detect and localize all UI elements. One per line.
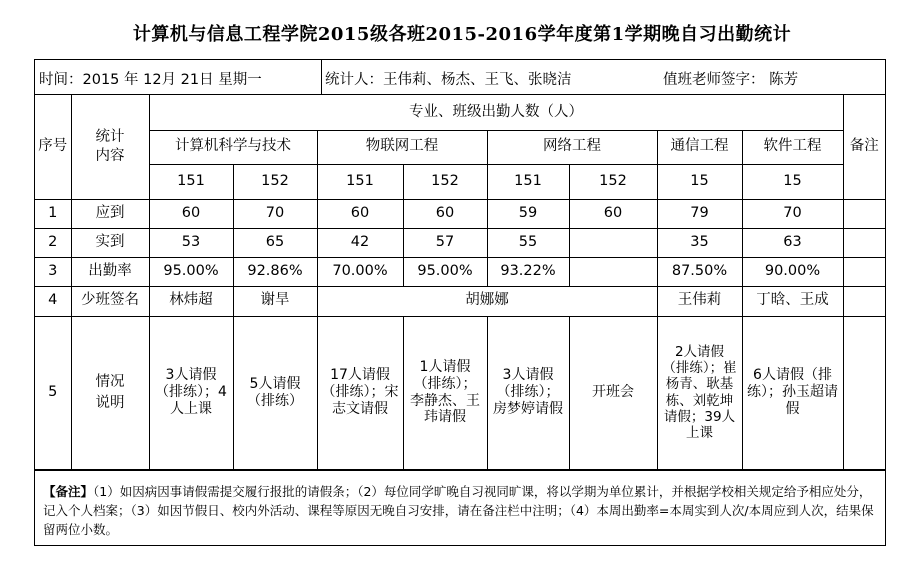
row-label: 出勤率: [71, 257, 149, 286]
table-row: [35, 316, 885, 469]
row-label: 少班签名: [71, 286, 149, 316]
page-title: 计算机与信息工程学院2015级各班2015-2016学年度第1学期晚自习出勤统计: [132, 24, 792, 45]
footer-label: 【备注】: [43, 484, 94, 499]
data-cell: 70: [233, 199, 317, 228]
data-cell: 65: [233, 228, 317, 257]
note-cell: 6人请假（排练）；孙玉超请假: [742, 316, 843, 469]
footer-notes: [35, 470, 885, 546]
stats-person-label: 统计人：王伟莉、杨杰、王飞、张晓洁: [325, 72, 572, 88]
class-header: 152: [403, 164, 487, 199]
header-stat-content-text: 统计内容: [95, 128, 125, 164]
note-cell: 3人请假（排练）；4人上课: [149, 316, 233, 469]
remark-cell: [843, 199, 885, 228]
attendance-sheet: [34, 59, 886, 546]
major-header: 通信工程: [657, 130, 742, 164]
data-cell: 59: [487, 199, 569, 228]
header-seq: 序号: [35, 95, 71, 199]
data-cell: [569, 228, 657, 257]
data-cell: 90.00%: [742, 257, 843, 286]
table-row: [35, 228, 885, 257]
major-header: 网络工程: [487, 130, 657, 164]
remark-cell: [843, 316, 885, 469]
table-row: [35, 199, 885, 228]
attendance-table: [35, 95, 885, 470]
info-divider: [321, 60, 322, 94]
table-row: [35, 257, 885, 286]
row-seq: 2: [35, 228, 71, 257]
class-header: 152: [569, 164, 657, 199]
row-label: 应到: [71, 199, 149, 228]
signature-cell: 林炜超: [149, 286, 233, 316]
data-cell: 60: [569, 199, 657, 228]
signature-cell: 丁晗、王成: [742, 286, 843, 316]
data-cell: 55: [487, 228, 569, 257]
remark-cell: [843, 286, 885, 316]
data-cell: 53: [149, 228, 233, 257]
data-cell: 60: [317, 199, 403, 228]
data-cell: 93.22%: [487, 257, 569, 286]
major-header: 计算机科学与技术: [149, 130, 317, 164]
row-seq: 4: [35, 286, 71, 316]
header-stat-content: [71, 95, 149, 199]
data-cell: 60: [403, 199, 487, 228]
class-header: 15: [742, 164, 843, 199]
remark-cell: [843, 257, 885, 286]
note-cell: 5人请假（排练）: [233, 316, 317, 469]
signature-cell: 胡娜娜: [317, 286, 657, 316]
header-remark: 备注: [843, 95, 885, 199]
class-header: 151: [487, 164, 569, 199]
class-header: 151: [149, 164, 233, 199]
row-label: 实到: [71, 228, 149, 257]
row-seq: 3: [35, 257, 71, 286]
teacher-sign-label: 值班老师签字： 陈芳: [663, 72, 799, 88]
major-header: 软件工程: [742, 130, 843, 164]
data-cell: 92.86%: [233, 257, 317, 286]
footer-text: （1）如因病因事请假需提交履行报批的请假条；（2）每位同学旷晚自习视同旷课，将以学期为单位累计，并根据学校相关规定给予相应处分，记入个人档案；（3）如因节假日、校内外活动、课程等原因无晚自习安排，请在备注栏中注明；（4）本周出勤率=本周实到人次/本周应到人次，结果保留两位小数。: [43, 484, 874, 537]
data-cell: 79: [657, 199, 742, 228]
note-cell: 17人请假（排练）；宋志文请假: [317, 316, 403, 469]
row-label: [71, 316, 149, 469]
data-cell: 95.00%: [149, 257, 233, 286]
note-cell: 1人请假（排练）；李静杰、王玮请假: [403, 316, 487, 469]
data-cell: 63: [742, 228, 843, 257]
data-cell: 70: [742, 199, 843, 228]
class-header: 151: [317, 164, 403, 199]
signature-cell: 王伟莉: [657, 286, 742, 316]
data-cell: 70.00%: [317, 257, 403, 286]
row-label-text: 情况说明: [95, 374, 125, 411]
note-cell: 2人请假（排练）；崔杨青、耿基栋、刘乾坤请假；39人上课: [657, 316, 742, 469]
class-header: 152: [233, 164, 317, 199]
header-group-title: 专业、班级出勤人数（人）: [149, 95, 843, 130]
row-seq: 5: [35, 316, 71, 469]
row-seq: 1: [35, 199, 71, 228]
time-label: 时间：2015 年 12月 21日 星期一: [39, 72, 262, 88]
info-bar: [35, 60, 885, 95]
signature-cell: 谢旱: [233, 286, 317, 316]
note-cell: 3人请假（排练）；房梦婷请假: [487, 316, 569, 469]
table-row: [35, 286, 885, 316]
data-cell: 57: [403, 228, 487, 257]
data-cell: 95.00%: [403, 257, 487, 286]
major-header: 物联网工程: [317, 130, 487, 164]
data-cell: 87.50%: [657, 257, 742, 286]
data-cell: 35: [657, 228, 742, 257]
note-cell: 开班会: [569, 316, 657, 469]
class-header: 15: [657, 164, 742, 199]
data-cell: 60: [149, 199, 233, 228]
remark-cell: [843, 228, 885, 257]
data-cell: 42: [317, 228, 403, 257]
data-cell: [569, 257, 657, 286]
